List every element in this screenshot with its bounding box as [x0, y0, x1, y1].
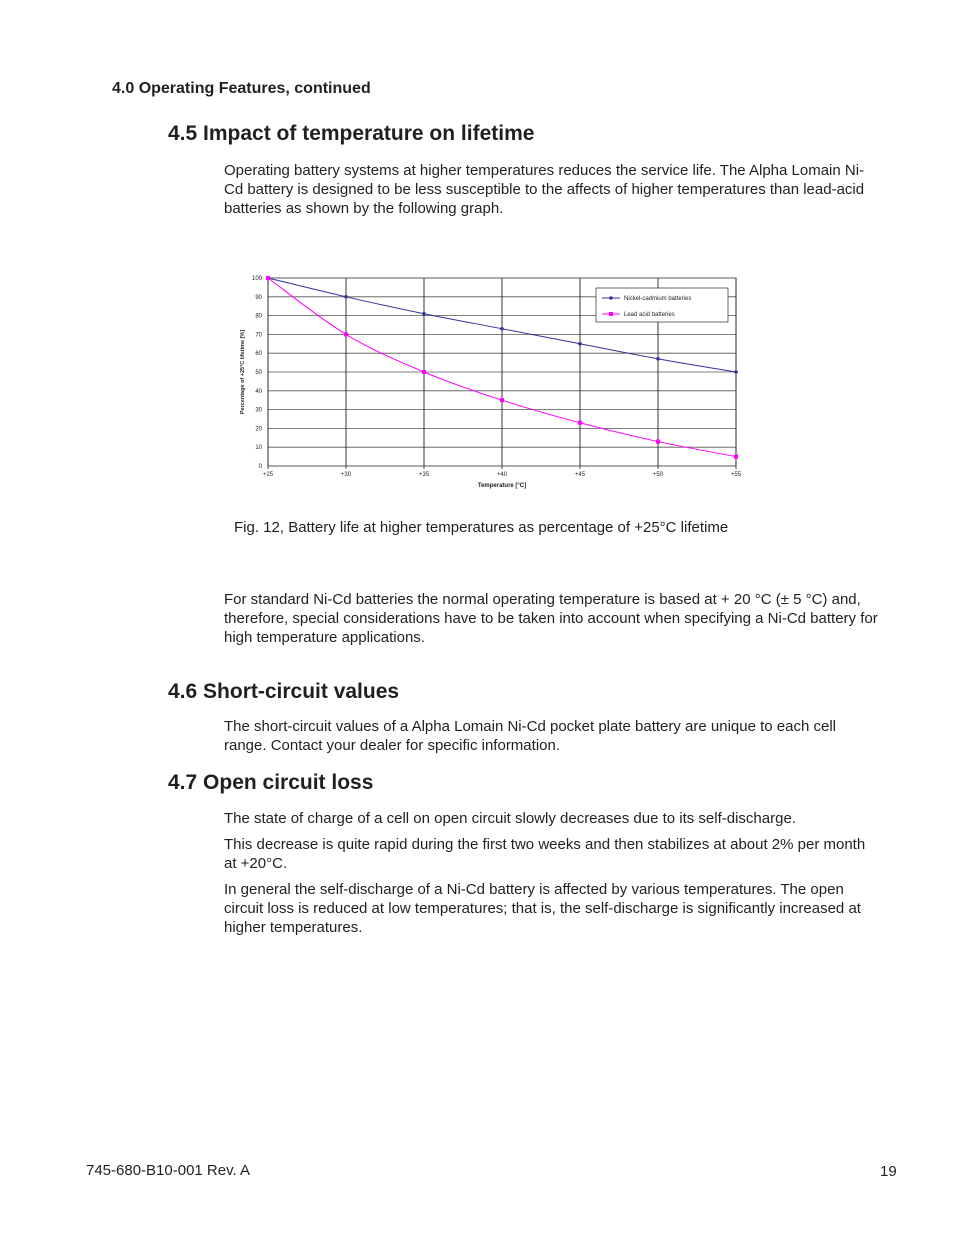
section-label: 4.0 Operating Features, continued — [112, 80, 371, 97]
x-tick-label: +50 — [652, 472, 664, 478]
series-point-1 — [656, 440, 660, 444]
series-point-0 — [500, 327, 504, 331]
y-tick-label: 40 — [255, 388, 262, 395]
series-point-1 — [266, 276, 270, 280]
y-tick-label: 0 — [258, 464, 262, 470]
section-4-5-title: 4.5 Impact of temperature on lifetime — [168, 122, 535, 145]
y-tick-label: 70 — [255, 332, 262, 339]
series-point-1 — [734, 455, 738, 459]
section-4-7-paragraph-2: This decrease is quite rapid during the first two weeks and then stabilizes at about 2% per month at +20°C. — [224, 836, 866, 872]
series-point-0 — [422, 312, 426, 316]
page-number: 19 — [880, 1163, 897, 1180]
y-tick-label: 100 — [251, 276, 262, 282]
section-4-5-paragraph-1: Operating battery systems at higher temperatures reduces the service life. The Alpha Lomain Ni-Cd battery is designed to be less susceptible to the affects of higher temperatures than lead-acid batteries as shown by the following graph. — [224, 162, 865, 217]
y-tick-label: 60 — [255, 351, 262, 358]
x-tick-label: +25 — [262, 472, 274, 478]
y-tick-label: 80 — [255, 313, 262, 320]
x-tick-label: +40 — [496, 472, 508, 478]
y-tick-label: 10 — [255, 445, 262, 452]
section-4-7-title: 4.7 Open circuit loss — [168, 771, 374, 794]
x-tick-label: +30 — [340, 472, 352, 478]
document-number: 745-680-B10-001 Rev. A — [86, 1162, 250, 1179]
y-tick-label: 50 — [255, 370, 262, 376]
x-tick-label: +45 — [574, 472, 586, 478]
series-point-1 — [344, 332, 348, 336]
section-4-5-paragraph-2: For standard Ni-Cd batteries the normal operating temperature is based at + 20 °C (± 5 °C) and, therefore, special considerations have to be taken into account when specifying a Ni-Cd battery for high temperature applications. — [224, 591, 878, 646]
x-tick-label: +35 — [418, 472, 430, 478]
y-axis-title: Percentage of +25°C lifetime [%] — [240, 329, 246, 415]
y-tick-label: 90 — [255, 294, 262, 301]
section-4-7-paragraph-3: In general the self-discharge of a Ni-Cd battery is affected by various temperatures. The open circuit loss is reduced at low temperatures; that is, the self-discharge is significantly increased at higher temperatures. — [224, 881, 861, 936]
figure-caption: Fig. 12, Battery life at higher temperatures as percentage of +25°C lifetime — [234, 519, 729, 536]
y-tick-label: 30 — [255, 407, 262, 414]
section-4-6-title: 4.6 Short-circuit values — [168, 680, 400, 703]
x-tick-label: +55 — [730, 472, 742, 478]
legend-swatch-marker — [609, 312, 613, 316]
series-point-0 — [734, 370, 738, 374]
legend-label: Lead acid batteries — [624, 312, 675, 318]
x-axis-title: Temperature [°C] — [477, 483, 527, 489]
series-point-0 — [344, 295, 348, 299]
section-4-7-paragraph-1: The state of charge of a cell on open circuit slowly decreases due to its self-discharge. — [224, 810, 796, 827]
section-4-6-paragraph-1: The short-circuit values of a Alpha Lomain Ni-Cd pocket plate battery are unique to each cell range. Contact your dealer for specific information. — [224, 718, 836, 754]
battery-life-chart — [230, 268, 750, 500]
legend-label: Nickel-cadmium batteries — [624, 296, 692, 302]
series-point-0 — [656, 357, 660, 361]
legend-swatch-marker — [609, 296, 613, 300]
series-point-1 — [500, 398, 504, 402]
series-point-1 — [578, 421, 582, 425]
y-tick-label: 20 — [255, 426, 262, 433]
series-point-1 — [422, 370, 426, 374]
series-point-0 — [578, 342, 582, 346]
